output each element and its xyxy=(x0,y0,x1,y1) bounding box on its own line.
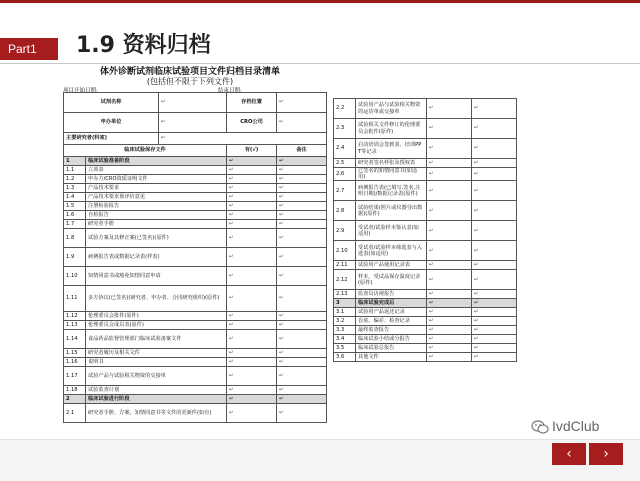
table-row xyxy=(334,221,517,241)
table-row xyxy=(334,270,517,290)
end-date-label: 结束日期: xyxy=(218,88,242,94)
row-number: 1.4 xyxy=(64,193,86,202)
note-cell: ↵ xyxy=(277,229,327,248)
row-number: 3 xyxy=(334,299,356,308)
table-row xyxy=(334,344,517,353)
table-row xyxy=(64,193,327,202)
note-cell: ↵ xyxy=(472,181,517,201)
has-cell: ↵ xyxy=(427,335,472,344)
table-row xyxy=(334,317,517,326)
has-cell: ↵ xyxy=(227,267,277,286)
document-subtitle: (包括但不限于下列文件) xyxy=(146,77,234,86)
has-cell: ↵ xyxy=(227,193,277,202)
note-cell: ↵ xyxy=(472,344,517,353)
archive-table-right xyxy=(333,98,517,362)
has-cell: ↵ xyxy=(427,139,472,159)
note-cell: ↵ xyxy=(472,221,517,241)
has-cell: ↵ xyxy=(427,290,472,299)
table-row xyxy=(64,211,327,220)
note-cell: ↵ xyxy=(277,312,327,321)
file-name: 说明书 xyxy=(86,358,227,367)
has-cell: ↵ xyxy=(427,99,472,119)
row-number: 1.9 xyxy=(64,248,86,267)
file-name: 启动培训会签到表、培训PPT等记录 xyxy=(356,139,427,159)
part-badge: Part1 xyxy=(0,38,58,60)
file-name: 其他文件 xyxy=(356,353,427,362)
file-name: 研究者手册 xyxy=(86,220,227,229)
note-cell: ↵ xyxy=(277,386,327,395)
has-cell: ↵ xyxy=(227,404,277,423)
has-cell: ↵ xyxy=(227,349,277,358)
note-cell: ↵ xyxy=(472,317,517,326)
table-row xyxy=(64,166,327,175)
note-cell: ↵ xyxy=(277,395,327,404)
file-name: 最终监查报告 xyxy=(356,326,427,335)
file-name: 试验结果(照片或仪器导出数据)(原件) xyxy=(356,201,427,221)
note-cell: ↵ xyxy=(277,157,327,166)
has-cell: ↵ xyxy=(427,201,472,221)
table-row xyxy=(334,168,517,181)
note-cell: ↵ xyxy=(277,349,327,358)
section-title: 临床试验准备阶段 xyxy=(86,157,227,166)
row-number: 2.11 xyxy=(334,261,356,270)
note-cell: ↵ xyxy=(472,335,517,344)
archive-table-left xyxy=(63,92,327,423)
column-header-has: 有(√) xyxy=(227,145,277,157)
table-row xyxy=(334,326,517,335)
row-number: 1.14 xyxy=(64,330,86,349)
document-title: 体外诊断试剂临床试验项目文件归档目录清单 xyxy=(99,67,280,77)
has-cell: ↵ xyxy=(427,168,472,181)
row-number: 1.7 xyxy=(64,220,86,229)
row-number: 1.2 xyxy=(64,175,86,184)
file-name: 监查员访视报告 xyxy=(356,290,427,299)
file-name: 研究者履历及相关文件 xyxy=(86,349,227,358)
has-cell: ↵ xyxy=(227,386,277,395)
file-name: 试验监查计划 xyxy=(86,386,227,395)
row-number: 1.10 xyxy=(64,267,86,286)
slide-title: 1.9 资料归档 xyxy=(76,33,211,58)
row-number: 2.8 xyxy=(334,201,356,221)
note-cell: ↵ xyxy=(472,241,517,261)
row-number: 2.9 xyxy=(334,221,356,241)
table-row xyxy=(334,99,517,119)
row-number: 1.13 xyxy=(64,321,86,330)
table-row xyxy=(64,404,327,423)
has-cell: ↵ xyxy=(227,286,277,312)
table-row xyxy=(334,261,517,270)
file-name: 伦理委员会批件(原件) xyxy=(86,312,227,321)
file-name: 病例报告表或数据记录表(样表) xyxy=(86,248,227,267)
file-name: 临床试验总报告 xyxy=(356,344,427,353)
file-name: 试验产品与试验相关物资的交接单 xyxy=(86,367,227,386)
row-number: 3.3 xyxy=(334,326,356,335)
has-cell: ↵ xyxy=(227,312,277,321)
has-cell: ↵ xyxy=(227,166,277,175)
column-header-files: 临床试验保存文件 xyxy=(64,145,227,157)
row-number: 1.12 xyxy=(64,312,86,321)
note-cell: ↵ xyxy=(472,168,517,181)
file-name: 病例报告表(已填写,签名,注明日期)/数据记录表(原件) xyxy=(356,181,427,201)
has-cell: ↵ xyxy=(227,330,277,349)
note-cell: ↵ xyxy=(277,286,327,312)
investigator-value: ↵ xyxy=(159,133,327,145)
next-slide-button[interactable]: › xyxy=(589,443,623,465)
table-row xyxy=(64,267,327,286)
row-number: 2.5 xyxy=(334,159,356,168)
row-number: 2.13 xyxy=(334,290,356,299)
has-cell: ↵ xyxy=(427,261,472,270)
has-cell: ↵ xyxy=(427,308,472,317)
wechat-icon xyxy=(531,418,549,436)
has-cell: ↵ xyxy=(227,358,277,367)
info-row-investigator xyxy=(64,133,327,145)
file-name: 试验用产品与试验相关物资的运货单或交接单 xyxy=(356,99,427,119)
row-number: 2.1 xyxy=(64,404,86,423)
sponsor-value: ↵ xyxy=(159,113,227,133)
has-cell: ↵ xyxy=(227,395,277,404)
note-cell: ↵ xyxy=(277,211,327,220)
has-cell: ↵ xyxy=(427,326,472,335)
file-name: 注册检验报告 xyxy=(86,202,227,211)
top-accent-bar xyxy=(0,0,640,3)
note-cell: ↵ xyxy=(277,267,327,286)
table-row xyxy=(64,349,327,358)
storage-location-label: 存档位置 xyxy=(227,93,277,113)
note-cell: ↵ xyxy=(472,139,517,159)
file-name: 申办方/CRO资质证明文件 xyxy=(86,175,227,184)
table-row xyxy=(64,175,327,184)
has-cell: ↵ xyxy=(227,175,277,184)
has-cell: ↵ xyxy=(427,241,472,261)
reagent-name-value: ↵ xyxy=(159,93,227,113)
note-cell: ↵ xyxy=(472,290,517,299)
column-header-row xyxy=(64,145,327,157)
start-date-label: 项目开始日期: xyxy=(63,88,98,94)
table-row xyxy=(64,248,327,267)
row-number: 1.11 xyxy=(64,286,86,312)
cro-value: ↵ xyxy=(277,113,327,133)
has-cell: ↵ xyxy=(227,211,277,220)
section-title: 临床试验进行阶段 xyxy=(86,395,227,404)
sponsor-label: 申办单位 xyxy=(64,113,159,133)
note-cell: ↵ xyxy=(277,184,327,193)
section-row xyxy=(334,299,517,308)
row-number: 1.5 xyxy=(64,202,86,211)
file-name: 盲底、偏差、检查记录 xyxy=(356,317,427,326)
file-name: 试验用产品使用记录表 xyxy=(356,261,427,270)
row-number: 1.15 xyxy=(64,349,86,358)
reagent-name-label: 试剂名称 xyxy=(64,93,159,113)
has-cell: ↵ xyxy=(227,248,277,267)
table-row xyxy=(64,220,327,229)
has-cell: ↵ xyxy=(427,344,472,353)
file-name: 受试者/试验样本鉴认表(如适用) xyxy=(356,221,427,241)
note-cell: ↵ xyxy=(472,99,517,119)
table-row xyxy=(334,139,517,159)
has-cell: ↵ xyxy=(227,202,277,211)
table-row xyxy=(64,184,327,193)
has-cell: ↵ xyxy=(427,299,472,308)
file-name: 产品技术要求预评价意见 xyxy=(86,193,227,202)
file-name: 研究者手册、方案、知情同意书等文件的更新件(如有) xyxy=(86,404,227,423)
prev-slide-button[interactable]: ‹ xyxy=(552,443,586,465)
row-number: 1.1 xyxy=(64,166,86,175)
note-cell: ↵ xyxy=(277,321,327,330)
row-number: 2 xyxy=(64,395,86,404)
note-cell: ↵ xyxy=(472,326,517,335)
table-row xyxy=(64,367,327,386)
file-name: 食品药品监督管理部门临床试验备案文件 xyxy=(86,330,227,349)
note-cell: ↵ xyxy=(472,353,517,362)
storage-location-value: ↵ xyxy=(277,93,327,113)
has-cell: ↵ xyxy=(427,221,472,241)
table-row xyxy=(334,308,517,317)
file-name: 产品技术要求 xyxy=(86,184,227,193)
has-cell: ↵ xyxy=(227,321,277,330)
cro-label: CRO公司 xyxy=(227,113,277,133)
note-cell: ↵ xyxy=(472,159,517,168)
note-cell: ↵ xyxy=(277,193,327,202)
note-cell: ↵ xyxy=(277,404,327,423)
bottom-band xyxy=(0,439,640,481)
row-number: 2.4 xyxy=(334,139,356,159)
note-cell: ↵ xyxy=(277,358,327,367)
brand-name: IvdClub xyxy=(552,418,600,434)
table-row xyxy=(334,241,517,261)
file-name: 已签名的知情同意书(如适用) xyxy=(356,168,427,181)
column-header-note: 备注 xyxy=(277,145,327,157)
file-name: 试验相关文件修订的伦理委员会批件(原件) xyxy=(356,119,427,139)
note-cell: ↵ xyxy=(472,119,517,139)
table-row xyxy=(64,202,327,211)
has-cell: ↵ xyxy=(427,353,472,362)
row-number: 3.2 xyxy=(334,317,356,326)
file-name: 受试者/试验样本筛选表与入选表(如适用) xyxy=(356,241,427,261)
table-row xyxy=(334,181,517,201)
file-name: 立项表 xyxy=(86,166,227,175)
has-cell: ↵ xyxy=(227,229,277,248)
file-name: 伦理委员会成员表(原件) xyxy=(86,321,227,330)
has-cell: ↵ xyxy=(227,157,277,166)
file-name: 样本、受试品保存温度记录(原件) xyxy=(356,270,427,290)
table-row xyxy=(64,330,327,349)
row-number: 1.17 xyxy=(64,367,86,386)
table-row xyxy=(334,159,517,168)
table-row xyxy=(64,286,327,312)
file-name: 临床试验小结或分报告 xyxy=(356,335,427,344)
table-row xyxy=(64,312,327,321)
section-row xyxy=(64,157,327,166)
has-cell: ↵ xyxy=(227,184,277,193)
file-name: 多方协议(已签名)(研究者、申办者、合同研究组织)(原件) xyxy=(86,286,227,312)
table-row xyxy=(334,201,517,221)
row-number: 2.2 xyxy=(334,99,356,119)
table-row xyxy=(64,321,327,330)
note-cell: ↵ xyxy=(277,367,327,386)
table-row xyxy=(334,290,517,299)
table-row xyxy=(334,335,517,344)
note-cell: ↵ xyxy=(472,261,517,270)
row-number: 3.4 xyxy=(334,335,356,344)
row-number: 1 xyxy=(64,157,86,166)
row-number: 3.5 xyxy=(334,344,356,353)
file-name: 试验用产品返还记录 xyxy=(356,308,427,317)
row-number: 2.12 xyxy=(334,270,356,290)
file-name: 自检报告 xyxy=(86,211,227,220)
note-cell: ↵ xyxy=(277,166,327,175)
has-cell: ↵ xyxy=(427,270,472,290)
note-cell: ↵ xyxy=(472,308,517,317)
info-row-sponsor xyxy=(64,113,327,133)
note-cell: ↵ xyxy=(277,175,327,184)
has-cell: ↵ xyxy=(427,317,472,326)
note-cell: ↵ xyxy=(472,270,517,290)
note-cell: ↵ xyxy=(472,201,517,221)
row-number: 1.16 xyxy=(64,358,86,367)
section-title: 临床试验完成后 xyxy=(356,299,427,308)
file-name: 试验方案及其修正案(已签名)(原件) xyxy=(86,229,227,248)
row-number: 3.1 xyxy=(334,308,356,317)
row-number: 1.8 xyxy=(64,229,86,248)
row-number: 3.6 xyxy=(334,353,356,362)
section-row xyxy=(64,395,327,404)
info-row-reagent xyxy=(64,93,327,113)
row-number: 2.6 xyxy=(334,168,356,181)
row-number: 1.18 xyxy=(64,386,86,395)
has-cell: ↵ xyxy=(227,367,277,386)
note-cell: ↵ xyxy=(277,248,327,267)
row-number: 2.10 xyxy=(334,241,356,261)
table-row xyxy=(334,353,517,362)
row-number: 2.3 xyxy=(334,119,356,139)
row-number: 1.6 xyxy=(64,211,86,220)
row-number: 2.7 xyxy=(334,181,356,201)
note-cell: ↵ xyxy=(277,330,327,349)
table-row xyxy=(334,119,517,139)
note-cell: ↵ xyxy=(277,202,327,211)
note-cell: ↵ xyxy=(277,220,327,229)
has-cell: ↵ xyxy=(427,119,472,139)
has-cell: ↵ xyxy=(227,220,277,229)
table-row xyxy=(64,358,327,367)
row-number: 1.3 xyxy=(64,184,86,193)
table-row xyxy=(64,229,327,248)
file-name: 研究者签名样张及授权表 xyxy=(356,159,427,168)
has-cell: ↵ xyxy=(427,159,472,168)
table-row xyxy=(64,386,327,395)
file-name: 知情同意书或豁免知情同意申请 xyxy=(86,267,227,286)
note-cell: ↵ xyxy=(472,299,517,308)
investigator-label: 主要研究者(科室) xyxy=(64,133,159,145)
has-cell: ↵ xyxy=(427,181,472,201)
